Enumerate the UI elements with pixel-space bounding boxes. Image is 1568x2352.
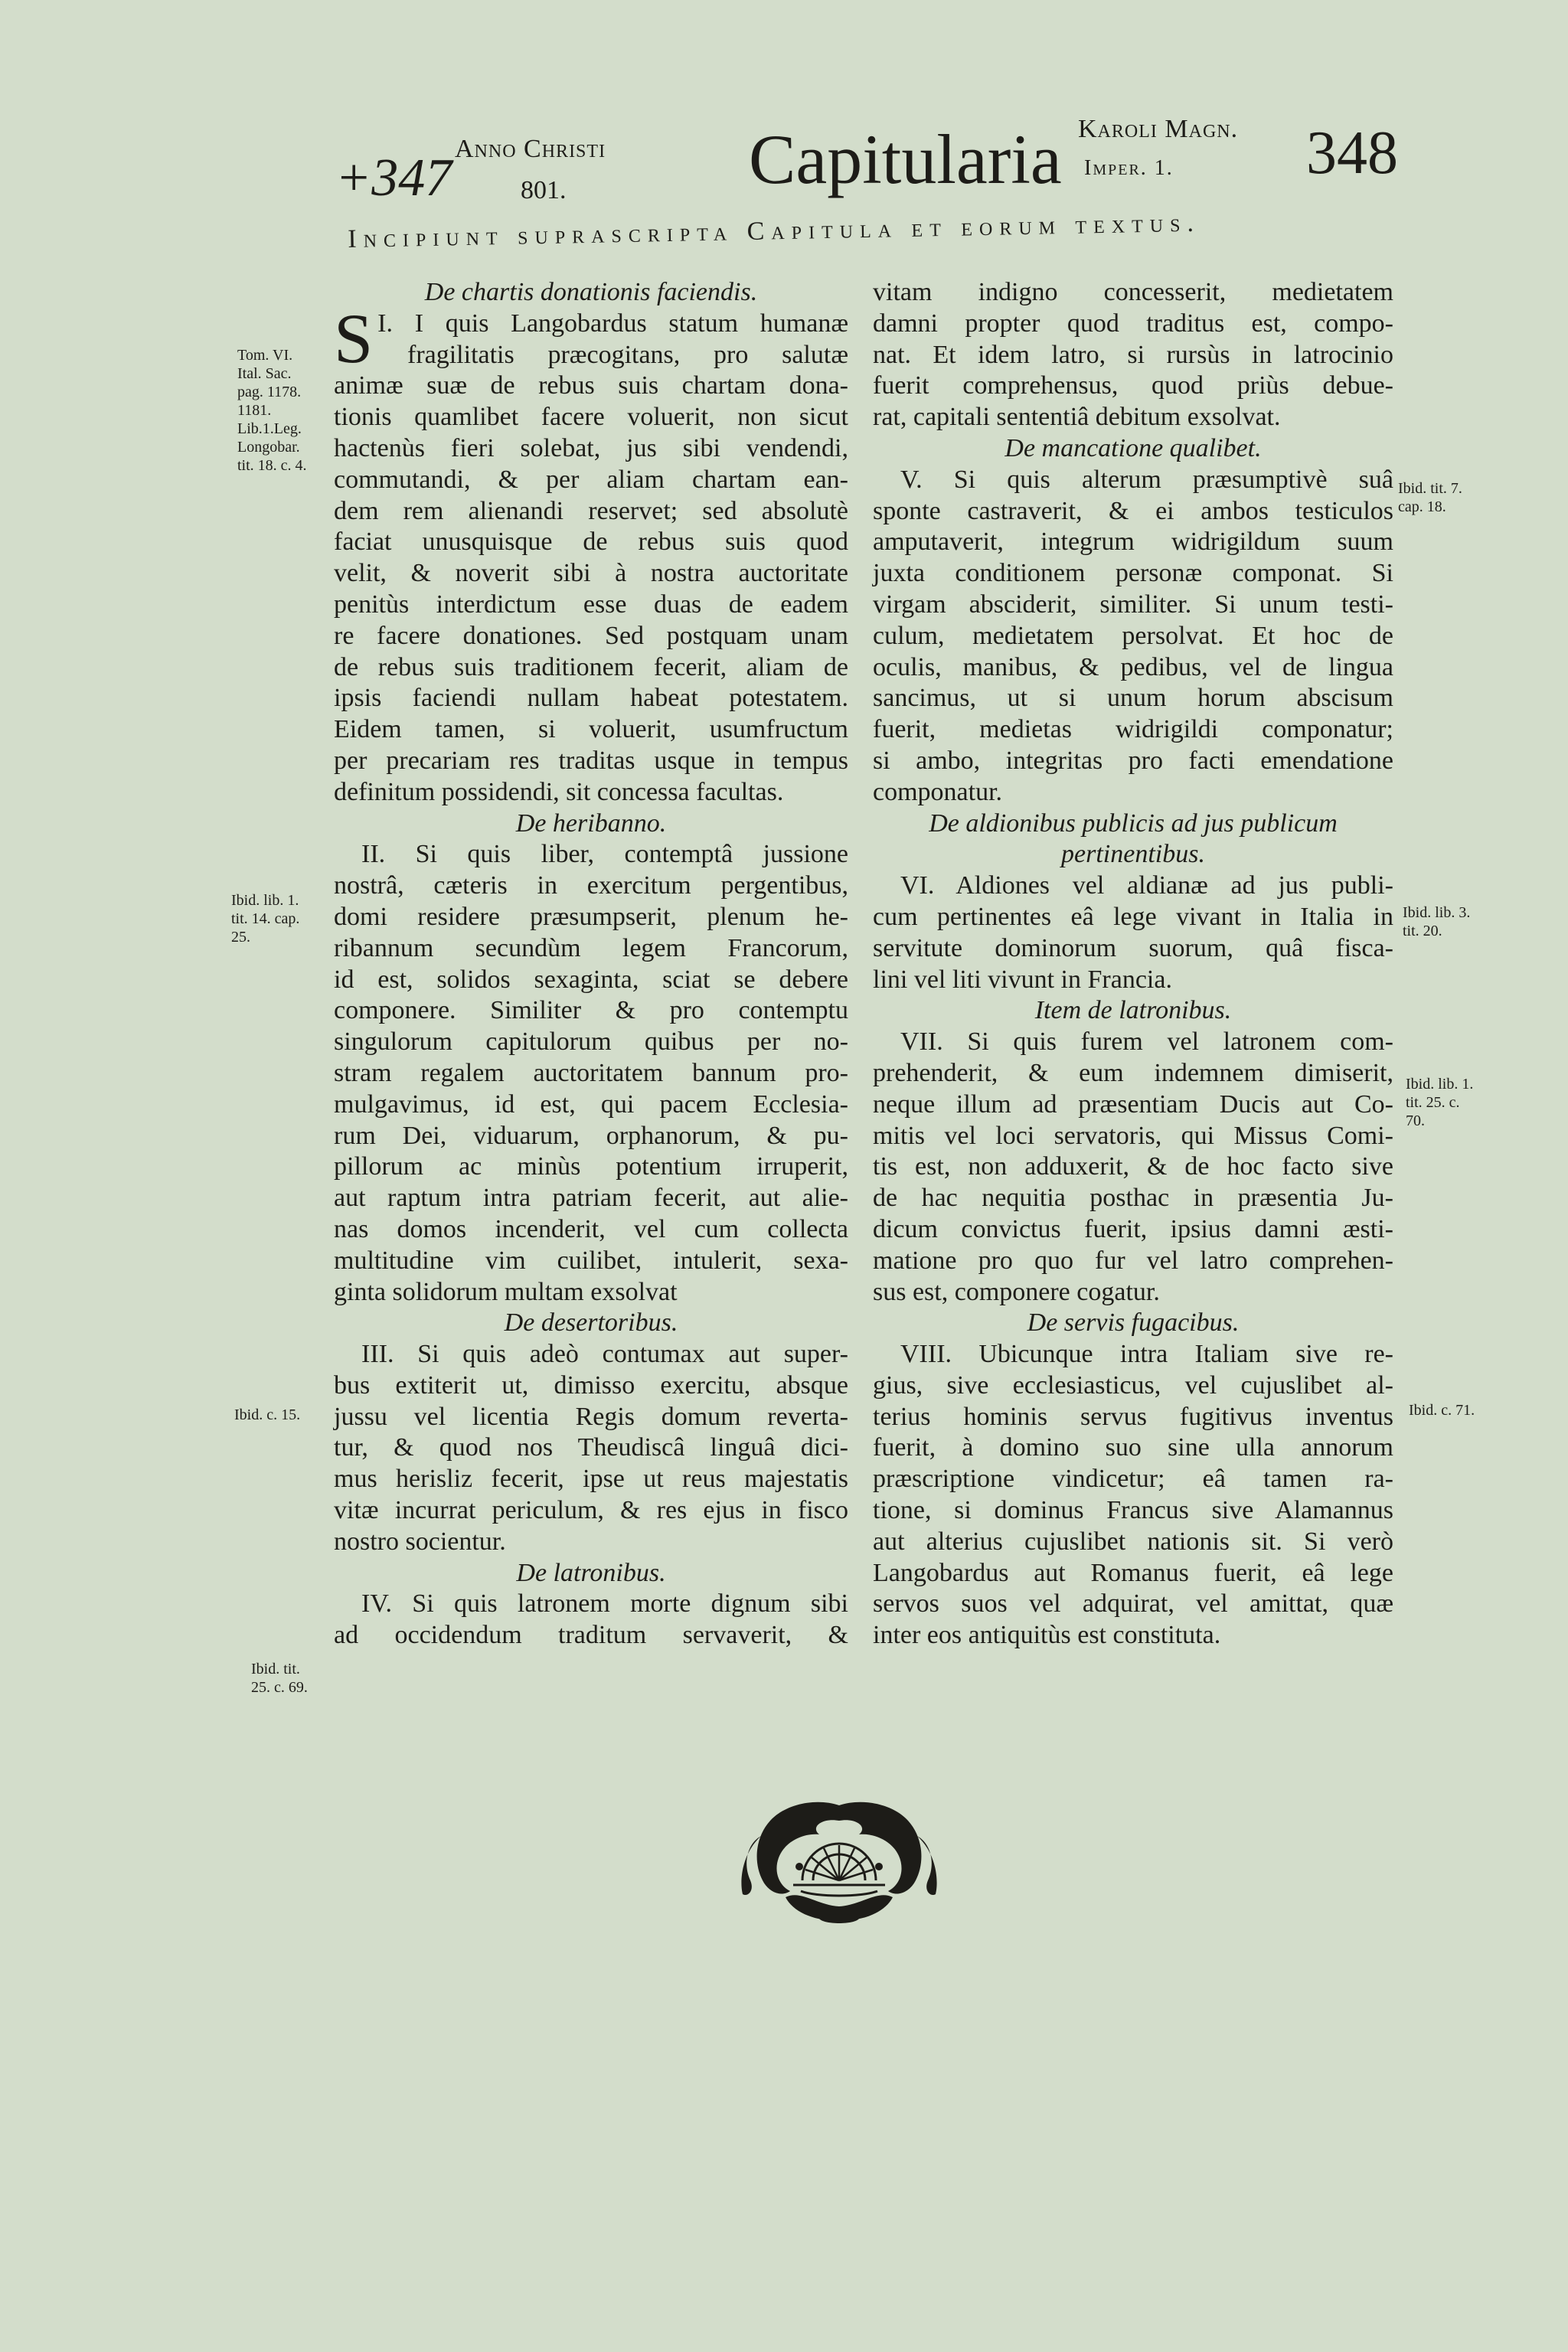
chapter-8-line: VIII. Ubicunque intra Italiam sive re- [900, 1340, 1393, 1369]
chapter-2-line: nostrâ, cæteris in exercitum pergentibus, [334, 871, 848, 900]
margin-note-7: Ibid. lib. 1. tit. 25. c. 70. [1406, 1076, 1474, 1129]
chapter-2-line: nas domos incenderit, vel cum collecta [334, 1214, 848, 1243]
heading-de-servis: De servis fugacibus. [1027, 1308, 1240, 1338]
chapter-6 [873, 871, 1393, 995]
chapter-1-line: animæ suæ de rebus suis chartam dona- [334, 371, 848, 400]
chapter-8-line: tione, si dominus Francus sive Alamannus [873, 1496, 1393, 1525]
chapter-5-line: amputaverit, integrum widrigildum suum [873, 528, 1393, 557]
chapter-4-continued [873, 277, 1393, 433]
margin-note-5: Ibid. tit. 7. cap. 18. [1398, 480, 1462, 515]
chapter-1-line: ipsis faciendi nullam habeat potestatem. [334, 684, 848, 713]
heading-item-de-latronibus: Item de latronibus. [1034, 996, 1232, 1025]
margin-note-1: Tom. VI. Ital. Sac. pag. 1178. 1181. Lib.1.Leg. Longobar. tit. 18. c. 4. [237, 347, 307, 474]
anno-christi: Anno Christi [455, 135, 606, 163]
chapter-3-line: jussu vel licentia Regis domum reverta- [334, 1402, 848, 1431]
chapter-3-line: vitæ incurrat periculum, & res ejus in fisco [334, 1496, 848, 1525]
chapter-2-line: stram regalem auctoritatem bannum pro- [334, 1058, 848, 1087]
heading-de-heribanno: De heribanno. [515, 808, 667, 838]
anno-year: 801. [521, 176, 567, 204]
heading-de-aldionibus: De aldionibus publicis ad jus publicum pertinentibus. [929, 808, 1338, 869]
chapter-8-line: gius, sive ecclesiasticus, vel cujuslibet al- [873, 1370, 1393, 1400]
chapter-7-line: VII. Si quis furem vel latronem com- [900, 1027, 1393, 1057]
chapter-7-line: de hac nequitia posthac in præsentia Ju- [873, 1184, 1393, 1213]
chapter-4-line: rat, capitali sententiâ debitum exsolvat. [873, 403, 1281, 432]
chapter-4-line: IV. Si quis latronem morte dignum sibi [361, 1589, 848, 1619]
margin-note-4: Ibid. tit. 25. c. 69. [251, 1661, 308, 1696]
chapter-3-line: III. Si quis adeò contumax aut super- [361, 1340, 848, 1369]
page-number-left: +347 [335, 149, 452, 207]
chapter-8-line: aut alterius cujuslibet nationis sit. Si verò [873, 1527, 1393, 1556]
chapter-8-line: terius hominis servus fugitivus inventus [873, 1402, 1393, 1431]
chapter-5 [873, 465, 1393, 808]
chapter-1-line: per precariam res traditas usque in tempus [334, 746, 848, 775]
chapter-6-line: VI. Aldiones vel aldianæ ad jus publi- [900, 871, 1393, 900]
chapter-4-line: fuerit comprehensus, quod priùs debue- [873, 371, 1393, 400]
chapter-1-line: Eidem tamen, si voluerit, usumfructum [334, 715, 848, 744]
chapter-8-line: inter eos antiquitùs est constituta. [873, 1621, 1221, 1650]
chapter-2-line: componere. Similiter & pro contemptu [334, 996, 848, 1025]
chapter-2-line: ginta solidorum multam exsolvat [334, 1277, 678, 1306]
chapter-1-line: penitùs interdictum esse duas de eadem [334, 590, 848, 619]
chapter-2-line: id est, solidos sexaginta, sciat se debere [334, 965, 848, 994]
acanthus-tailpiece-ornament [740, 1790, 939, 1925]
chapter-1-line: de rebus suis traditionem fecerit, aliam de [334, 652, 848, 681]
running-title: Capitularia [749, 120, 1062, 198]
chapter-1-line: fragilitatis præcogitans, pro salutæ [407, 340, 848, 369]
chapter-3-line: tur, & quod nos Theudiscâ linguâ dici- [334, 1433, 848, 1462]
margin-note-6: Ibid. lib. 3. tit. 20. [1403, 904, 1471, 939]
chapter-5-line: sancimus, ut si unum horum abscisum [873, 684, 1393, 713]
heading-de-mancatione: De mancatione qualibet. [1004, 433, 1262, 462]
chapter-5-line: juxta conditionem personæ componat. Si [873, 559, 1393, 588]
chapter-5-line: si ambo, integritas pro facti emendatione [873, 746, 1393, 775]
chapter-6-line: lini vel liti vivunt in Francia. [873, 965, 1172, 994]
chapter-7-line: mitis vel loci servatoris, qui Missus Comi- [873, 1121, 1393, 1150]
chapter-7-line: tis est, non adduxerit, & de hoc facto sive [873, 1152, 1393, 1181]
chapter-1-line: I. S I quis Langobardus statum humanæ [334, 299, 849, 377]
margin-note-3: Ibid. c. 15. [234, 1406, 301, 1423]
chapter-1 [334, 299, 849, 808]
heading-de-desertoribus: De desertoribus. [504, 1308, 678, 1338]
chapter-4-line: vitam indigno concesserit, medietatem [873, 278, 1393, 306]
chapter-8 [873, 1339, 1393, 1651]
heading-de-chartis: De chartis donationis faciendis. [424, 278, 758, 306]
chapter-3-line: mus herisliz fecerit, ipse ut reus majestatis [334, 1465, 848, 1494]
imper: Imper. 1. [1084, 156, 1174, 180]
chapter-1-line: tionis quamlibet facere voluerit, non sicut [334, 403, 848, 432]
chapter-5-line: oculis, manibus, & pedibus, vel de lingua [873, 652, 1393, 681]
chapter-7-line: neque illum ad præsentiam Ducis aut Co- [873, 1089, 1393, 1119]
chapter-4-line: nat. Et idem latro, si rursùs in latrocinio [873, 340, 1393, 369]
right-column [873, 277, 1393, 1651]
chapter-5-line: sponte castraverit, & ei ambos testiculos [873, 496, 1393, 525]
chapter-2-line: mulgavimus, id est, qui pacem Ecclesia- [334, 1089, 848, 1119]
chapter-4 [334, 1589, 848, 1651]
chapter-2-line: multitudine vim cuilibet, intulerit, sexa- [334, 1246, 848, 1275]
chapter-number: I. [377, 309, 393, 338]
chapter-1-line: dem rem alienandi reservet; sed absolutè [334, 496, 848, 525]
chapter-5-line: V. Si quis alterum præsumptivè suâ [900, 465, 1393, 494]
chapter-1-line: commutandi, & per aliam chartam ean- [334, 465, 848, 494]
chapter-6-line: cum pertinentes eâ lege vivant in Italia in [873, 902, 1393, 931]
chapter-3-line: bus extiterit ut, dimisso exercitu, absque [334, 1370, 848, 1400]
chapter-5-line: virgam absciderit, similiter. Si unum testi- [873, 590, 1393, 619]
karoli-magn: Karoli Magn. [1078, 115, 1239, 143]
chapter-4-line: ad occidendum traditum servaverit, & [334, 1621, 848, 1650]
chapter-2 [334, 839, 848, 1308]
chapter-1-line: faciat unusquisque de rebus suis quod [334, 528, 848, 557]
heading-de-latronibus: De latronibus. [516, 1558, 666, 1587]
chapter-8-line: servos suos vel adquirat, vel amittat, quæ [873, 1589, 1393, 1619]
chapter-8-line: Langobardus aut Romanus fuerit, eâ lege [873, 1558, 1393, 1587]
page-number-right: 348 [1306, 119, 1398, 187]
chapter-8-line: fuerit, à domino suo sine ulla annorum [873, 1433, 1393, 1462]
chapter-7-line: dicum convictus fuerit, ipsius damni æsti- [873, 1214, 1393, 1243]
chapter-8-line: præscriptione vindicetur; eâ tamen ra- [873, 1465, 1393, 1494]
chapter-1-line: definitum possidendi, sit concessa facultas. [334, 777, 784, 806]
chapter-7-line: matione pro quo fur vel latro comprehen- [873, 1246, 1393, 1275]
chapter-5-line: fuerit, medietas widrigildi componatur; [873, 715, 1393, 744]
chapter-7-line: sus est, componere cogatur. [873, 1277, 1160, 1306]
chapter-2-line: rum Dei, viduarum, orphanorum, & pu- [334, 1121, 848, 1150]
chapter-1-line: re facere donationes. Sed postquam unam [334, 621, 848, 650]
chapter-2-line: ribannum secundùm legem Francorum, [334, 933, 848, 962]
chapter-5-line: culum, medietatem persolvat. Et hoc de [873, 621, 1393, 650]
chapter-2-line: pillorum ac minùs potentium irruperit, [334, 1152, 848, 1181]
chapter-4-line: damni propter quod traditus est, compo- [873, 309, 1393, 338]
chapter-2-line: singulorum capitulorum quibus per no- [334, 1027, 848, 1057]
drop-cap: S [334, 299, 374, 377]
margin-note-2: Ibid. lib. 1. tit. 14. cap. 25. [231, 892, 300, 946]
chapter-2-line: aut raptum intra patriam fecerit, aut alie- [334, 1184, 848, 1213]
section-heading: Incipiunt suprascripta Capitula et eorum textus. [347, 208, 1201, 253]
chapter-1-line: hactenùs fieri solebat, jus sibi vendendi, [334, 433, 848, 462]
chapter-2-line: domi residere præsumpserit, plenum he- [334, 902, 848, 931]
margin-note-8: Ibid. c. 71. [1409, 1402, 1475, 1419]
chapter-3-line: nostro socientur. [334, 1527, 506, 1556]
chapter-2-line: II. Si quis liber, contemptâ jussione [361, 840, 848, 869]
chapter-6-line: servitute dominorum suorum, quâ fisca- [873, 933, 1393, 962]
chapter-7-line: prehenderit, & eum indemnem dimiserit, [873, 1058, 1393, 1087]
chapter-5-line: componatur. [873, 777, 1003, 806]
chapter-7 [873, 1027, 1393, 1308]
chapter-1-line: velit, & noverit sibi à nostra auctoritate [334, 559, 848, 588]
chapter-3 [334, 1339, 848, 1558]
left-column [334, 277, 848, 1651]
